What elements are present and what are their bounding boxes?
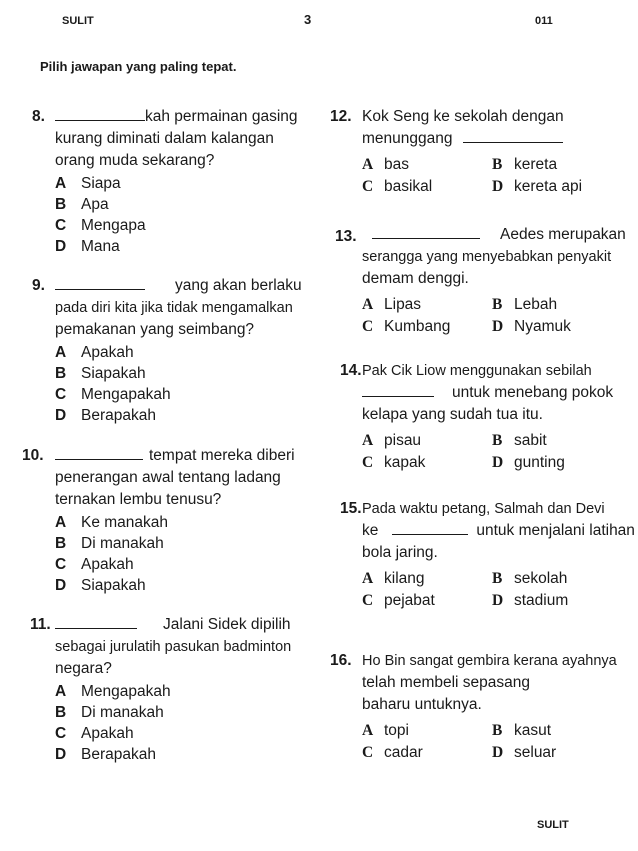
option-d[interactable]: D seluar [492,744,557,761]
question-text: untuk menjalani latihan [476,522,635,539]
question-text: ke [362,522,379,539]
question-number: 14. [340,362,362,379]
question-text: kurang diminati dalam kalangan [55,130,274,147]
question-number: 16. [330,652,352,669]
header-sulit-label: SULIT [62,15,94,27]
question-text: negara? [55,660,112,677]
answer-blank [372,225,480,239]
option-d[interactable]: D Siapakah [55,577,146,594]
question-text: serangga yang menyebabkan penyakit [362,249,612,265]
option-c[interactable]: C Apakah [55,725,134,742]
question-9 [32,275,305,426]
question-text: tempat mereka diberi [149,447,295,464]
question-text: Aedes merupakan [500,226,626,243]
question-10 [22,445,305,596]
option-c[interactable]: C Mengapakah [55,386,171,403]
question-text: ternakan lembu tenusu? [55,491,222,508]
question-12 [330,106,632,197]
option-d[interactable]: D Berapakah [55,746,156,763]
option-c[interactable]: C basikal [362,178,433,195]
option-b[interactable]: B sabit [492,432,547,449]
option-a[interactable]: A Siapa [55,175,121,192]
question-number: 12. [330,108,352,125]
option-b[interactable]: B Di manakah [55,704,164,721]
question-16 [330,650,632,763]
question-14 [340,360,632,473]
question-number: 9. [32,277,45,294]
option-b[interactable]: B Siapakah [55,365,146,382]
option-b[interactable]: B kereta [492,156,558,173]
answer-blank [463,129,563,143]
page-number: 3 [304,12,312,27]
question-text: baharu untuknya. [362,696,482,713]
option-a[interactable]: A Lipas [362,296,422,313]
option-c[interactable]: C Apakah [55,556,134,573]
question-text: pada diri kita jika tidak mengamalkan [55,300,293,316]
option-a[interactable]: A Mengapakah [55,683,171,700]
answer-blank [55,446,143,460]
question-number: 15. [340,500,362,517]
option-d[interactable]: D gunting [492,454,565,471]
option-a[interactable]: A kilang [362,570,425,587]
question-text: pemakanan yang seimbang? [55,321,255,338]
question-13 [335,224,632,337]
question-text: penerangan awal tentang ladang [55,469,281,486]
option-b[interactable]: B Lebah [492,296,558,313]
question-number: 8. [32,108,45,125]
question-text: menunggang [362,130,453,147]
question-15 [340,498,635,611]
option-c[interactable]: C pejabat [362,592,435,609]
answer-blank [55,615,137,629]
option-d[interactable]: D kereta api [492,178,583,195]
question-text: untuk menebang pokok [452,384,614,401]
option-b[interactable]: B kasut [492,722,552,739]
question-text: Pada waktu petang, Salmah dan Devi [362,501,605,517]
footer-sulit-label: SULIT [537,819,569,831]
answer-blank [55,276,145,290]
option-a[interactable]: A topi [362,722,409,739]
answer-blank [392,521,468,535]
question-text: Jalani Sidek dipilih [163,616,291,633]
option-a[interactable]: A bas [362,156,409,173]
question-text: kah permainan gasing [145,108,298,125]
question-text: telah membeli sepasang [362,674,531,691]
instruction: Pilih jawapan yang paling tepat. [40,59,237,74]
question-8 [32,106,305,257]
answer-blank [55,107,145,121]
option-d[interactable]: D Nyamuk [492,318,571,335]
question-text: kelapa yang sudah tua itu. [362,406,543,423]
option-c[interactable]: C cadar [362,744,423,761]
option-c[interactable]: C Mengapa [55,217,146,234]
option-a[interactable]: A Apakah [55,344,134,361]
question-number: 11. [30,616,51,633]
question-text: Kok Seng ke sekolah dengan [362,108,564,125]
question-text: bola jaring. [362,544,438,561]
option-a[interactable]: A pisau [362,432,422,449]
question-text: demam denggi. [362,270,469,287]
option-d[interactable]: D stadium [492,592,569,609]
question-number: 13. [335,228,357,245]
question-text: sebagai jurulatih pasukan badminton [55,639,292,655]
option-a[interactable]: A Ke manakah [55,514,169,531]
question-text: Pak Cik Liow menggunakan sebilah [362,363,592,379]
question-text: orang muda sekarang? [55,152,215,169]
option-b[interactable]: B Di manakah [55,535,164,552]
answer-blank [362,383,434,397]
option-b[interactable]: B Apa [55,196,109,213]
option-d[interactable]: D Berapakah [55,407,156,424]
question-number: 10. [22,447,44,464]
header-code: 011 [535,15,553,27]
question-11 [30,614,305,765]
question-text: yang akan berlaku [175,277,302,294]
option-b[interactable]: B sekolah [492,570,568,587]
option-c[interactable]: C kapak [362,454,426,471]
option-c[interactable]: C Kumbang [362,318,451,335]
question-text: Ho Bin sangat gembira kerana ayahnya [362,653,617,669]
option-d[interactable]: D Mana [55,238,120,255]
